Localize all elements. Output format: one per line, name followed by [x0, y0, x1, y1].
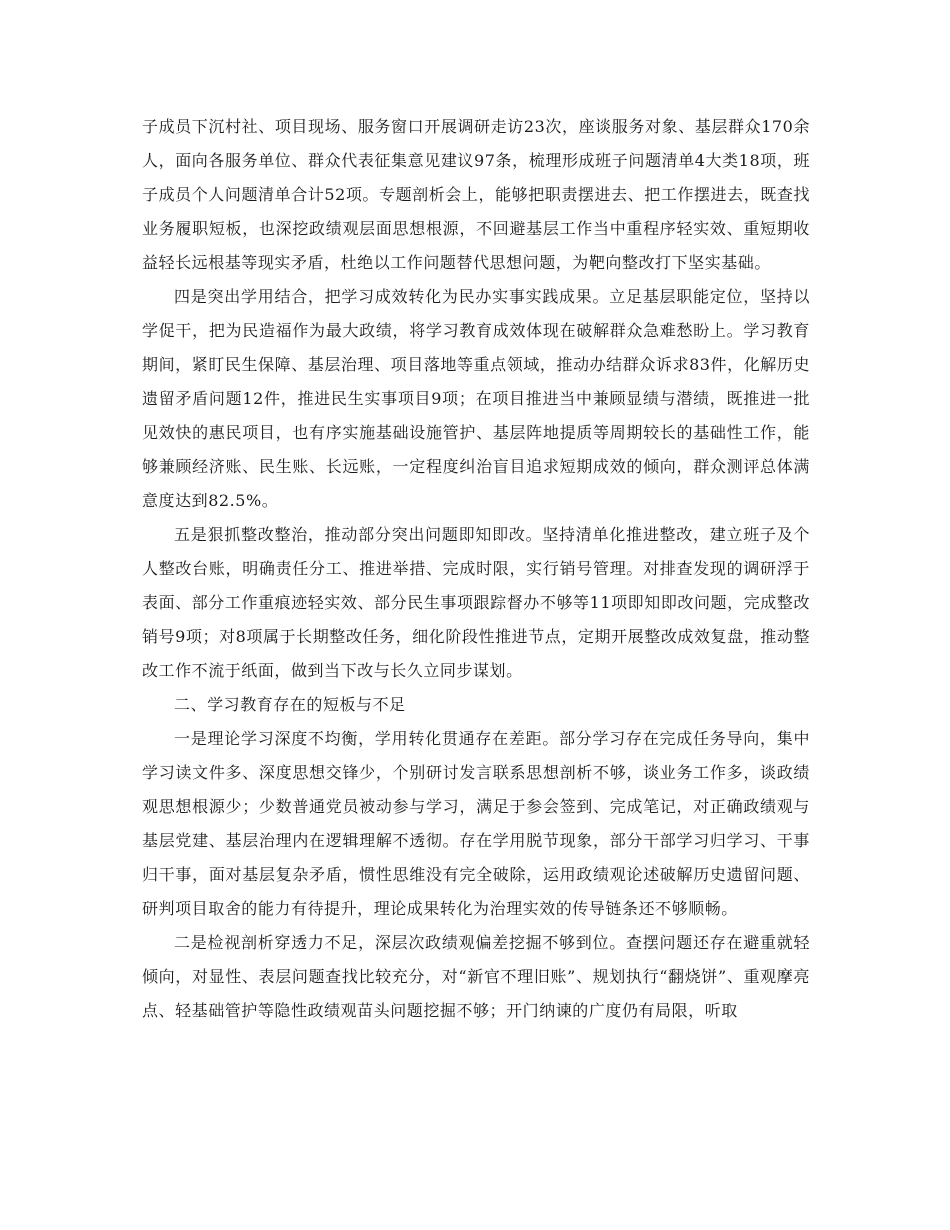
- paragraph-shortcoming-two: 二是检视剖析穿透力不足，深层次政绩观偏差挖掘不够到位。查摆问题还存在避重就轻倾向，对显性、表层问题查找比较充分，对“新官不理旧账”、规划执行“翻烧饼”、重观摩亮点、轻基础管护等隐性政绩观苗头问题挖掘不够；开门纳谏的广度仍有局限，听取: [142, 933, 810, 1020]
- paragraph-point-five: 五是狠抓整改整治，推动部分突出问题即知即改。坚持清单化推进整改，建立班子及个人整改台账，明确责任分工、推进举措、完成时限，实行销号管理。对排查发现的调研浮于表面、部分工作重痕迹轻实效、部分民生事项跟踪督办不够等11项即知即改问题，完成整改销号9项；对8项属于长期整改任务，细化阶段性推进节点，定期开展整改成效复盘，推动整改工作不流于纸面，做到当下改与长久立同步谋划。: [142, 525, 810, 680]
- paragraph-point-four: 四是突出学用结合，把学习成效转化为民办实事实践成果。立足基层职能定位，坚持以学促干，把为民造福作为最大政绩，将学习教育成效体现在破解群众急难愁盼上。学习教育期间，紧盯民生保障、基层治理、项目落地等重点领域，推动办结群众诉求83件，化解历史遗留矛盾问题12件，推进民生实事项目9项；在项目推进当中兼顾显绩与潜绩，既推进一批见效快的惠民项目，也有序实施基础设施管护、基层阵地提质等周期较长的基础性工作，能够兼顾经济账、民生账、长远账，一定程度纠治盲目追求短期成效的倾向，群众测评总体满意度达到82.5%。: [142, 287, 810, 510]
- paragraph-shortcoming-one: 一是理论学习深度不均衡，学用转化贯通存在差距。部分学习存在完成任务导向，集中学习读文件多、深度思想交锋少，个别研讨发言联系思想剖析不够，谈业务工作多，谈政绩观思想根源少；少数普通党员被动参与学习，满足于参会签到、完成笔记，对正确政绩观与基层党建、基层治理内在逻辑理解不透彻。存在学用脱节现象，部分干部学习归学习、干事归干事，面对基层复杂矛盾，惯性思维没有完全破除，运用政绩观论述破解历史遗留问题、研判项目取舍的能力有待提升，理论成果转化为治理实效的传导链条还不够顺畅。: [142, 729, 810, 918]
- document-body: [142, 110, 810, 1028]
- section-heading-shortcomings: 二、学习教育存在的短板与不足: [174, 695, 406, 714]
- paragraph-continued-research: 子成员下沉村社、项目现场、服务窗口开展调研走访23次，座谈服务对象、基层群众170余人，面向各服务单位、群众代表征集意见建议97条，梳理形成班子问题清单4大类18项，班子成员个人问题清单合计52项。专题剖析会上，能够把职责摆进去、把工作摆进去，既查找业务履职短板，也深挖政绩观层面思想根源，不回避基层工作当中重程序轻实效、重短期收益轻长远根基等现实矛盾，杜绝以工作问题替代思想问题，为靶向整改打下坚实基础。: [142, 117, 810, 272]
